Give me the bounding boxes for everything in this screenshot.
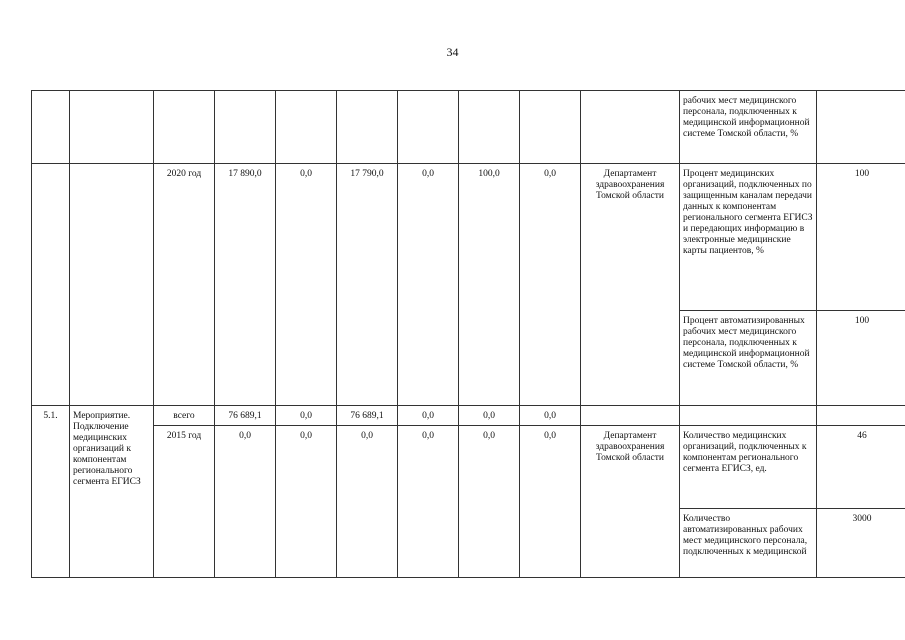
cell-period [154, 91, 215, 164]
table-row [32, 164, 905, 311]
cell-indicator: Количество автоматизированных рабочих мест медицинского персонала, подключенных к медицинской [680, 509, 817, 578]
cell-period: 2015 год [154, 426, 215, 578]
cell-number: 5.1. [32, 406, 70, 578]
cell-indicator: Процент автоматизированных рабочих мест медицинского персонала, подключенных к медицинской информационной системе Томской области, % [680, 311, 817, 406]
cell-indicator-value: 3000 [817, 509, 905, 578]
cell-total: 0,0 [215, 426, 276, 578]
cell-executor: Департамент здравоохранения Томской области [581, 426, 680, 578]
cell-municipal: 0,0 [398, 164, 459, 406]
cell-indicator-value: 100 [817, 164, 905, 311]
cell-indicator [680, 406, 817, 426]
cell-nonbudget [459, 91, 520, 164]
table-row [32, 91, 905, 164]
cell-indicator-value [817, 91, 905, 164]
cell-federal: 0,0 [276, 426, 337, 578]
cell-federal [276, 91, 337, 164]
table-row [32, 426, 905, 509]
cell-total [215, 91, 276, 164]
cell-indicator-value [817, 406, 905, 426]
page-number: 34 [446, 45, 459, 59]
cell-name: Мероприятие. Подключение медицинских организаций к компонентам регионального сегмента ЕГИСЗ [70, 406, 154, 578]
cell-federal: 0,0 [276, 406, 337, 426]
cell-regional: 0,0 [337, 426, 398, 578]
cell-municipal [398, 91, 459, 164]
cell-total: 17 890,0 [215, 164, 276, 406]
cell-name [70, 164, 154, 406]
cell-period: всего [154, 406, 215, 426]
cell-executor [581, 91, 680, 164]
cell-executor: Департамент здравоохранения Томской области [581, 164, 680, 406]
cell-nonbudget: 100,0 [459, 164, 520, 406]
cell-other: 0,0 [520, 406, 581, 426]
cell-indicator: Количество медицинских организаций, подключенных к компонентам регионального сегмента ЕГИСЗ, ед. [680, 426, 817, 509]
cell-period: 2020 год [154, 164, 215, 406]
cell-other: 0,0 [520, 164, 581, 406]
cell-indicator: Процент медицинских организаций, подключенных по защищенным каналам передачи данных к компонентам регионального сегмента ЕГИСЗ и передающих информацию в электронные медицинские карты пациентов, % [680, 164, 817, 311]
cell-regional: 76 689,1 [337, 406, 398, 426]
cell-indicator-value: 46 [817, 426, 905, 509]
cell-executor [581, 406, 680, 426]
cell-municipal: 0,0 [398, 426, 459, 578]
cell-nonbudget: 0,0 [459, 426, 520, 578]
cell-federal: 0,0 [276, 164, 337, 406]
cell-number [32, 164, 70, 406]
cell-nonbudget: 0,0 [459, 406, 520, 426]
cell-regional: 17 790,0 [337, 164, 398, 406]
cell-other: 0,0 [520, 426, 581, 578]
table-row [32, 406, 905, 426]
cell-indicator-value: 100 [817, 311, 905, 406]
cell-indicator: рабочих мест медицинского персонала, подключенных к медицинской информационной системе Томской области, % [680, 91, 817, 164]
cell-other [520, 91, 581, 164]
cell-municipal: 0,0 [398, 406, 459, 426]
program-table [31, 90, 905, 578]
cell-total: 76 689,1 [215, 406, 276, 426]
cell-name [70, 91, 154, 164]
cell-number [32, 91, 70, 164]
cell-regional [337, 91, 398, 164]
